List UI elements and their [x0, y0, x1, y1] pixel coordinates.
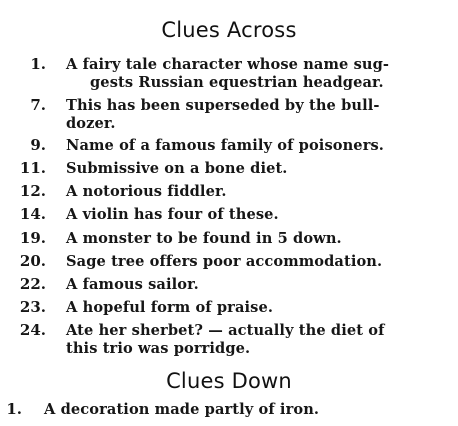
clue-number: 24. [19, 321, 46, 339]
clue-line: dozer. [66, 115, 116, 132]
clue-line: A violin has four of these. [66, 206, 279, 223]
clue-text [66, 253, 452, 271]
clue-number: 9. [30, 136, 46, 154]
clue-text [66, 183, 452, 201]
clue-line: This has been superseded by the bull- [66, 97, 380, 114]
clue-line: A notorious fiddler. [66, 183, 227, 200]
clue-line: A famous sailor. [66, 276, 199, 293]
clue-number: 1. [6, 400, 22, 418]
clue-text [66, 160, 452, 178]
clue-text [66, 276, 452, 294]
clue-number: 22. [19, 275, 46, 293]
clue-line: A hopeful form of praise. [66, 299, 274, 316]
clue-line: gests Russian equestrian headgear. [90, 74, 384, 91]
clue-number: 1. [30, 55, 46, 73]
clue-text [66, 322, 452, 358]
clue-number: 23. [19, 298, 46, 316]
clue-text [66, 230, 452, 248]
clue-number: 14. [19, 205, 46, 223]
clue-text [66, 97, 452, 133]
clue-text [66, 137, 452, 155]
clues-down-heading: Clues Down [166, 369, 292, 393]
clue-line: A decoration made partly of iron. [44, 401, 320, 418]
clue-number: 7. [30, 96, 46, 114]
clue-number: 11. [19, 159, 46, 177]
clue-number: 12. [19, 182, 46, 200]
clue-number: 19. [19, 229, 46, 247]
clue-line: A fairy tale character whose name sug- [66, 56, 390, 73]
clue-line: Name of a famous family of poisoners. [66, 137, 384, 154]
clue-line: Ate her sherbet? — actually the diet of [66, 322, 385, 339]
clue-line: Sage tree offers poor accommodation. [66, 253, 383, 270]
clue-text [66, 299, 452, 317]
clue-text [66, 206, 452, 224]
clue-line: Submissive on a bone diet. [66, 160, 288, 177]
clues-across-heading: Clues Across [161, 18, 297, 42]
clue-number: 20. [19, 252, 46, 270]
clue-line: this trio was porridge. [66, 340, 251, 357]
clue-text [44, 401, 444, 419]
clue-line: A monster to be found in 5 down. [66, 230, 342, 247]
clue-text [66, 56, 452, 92]
